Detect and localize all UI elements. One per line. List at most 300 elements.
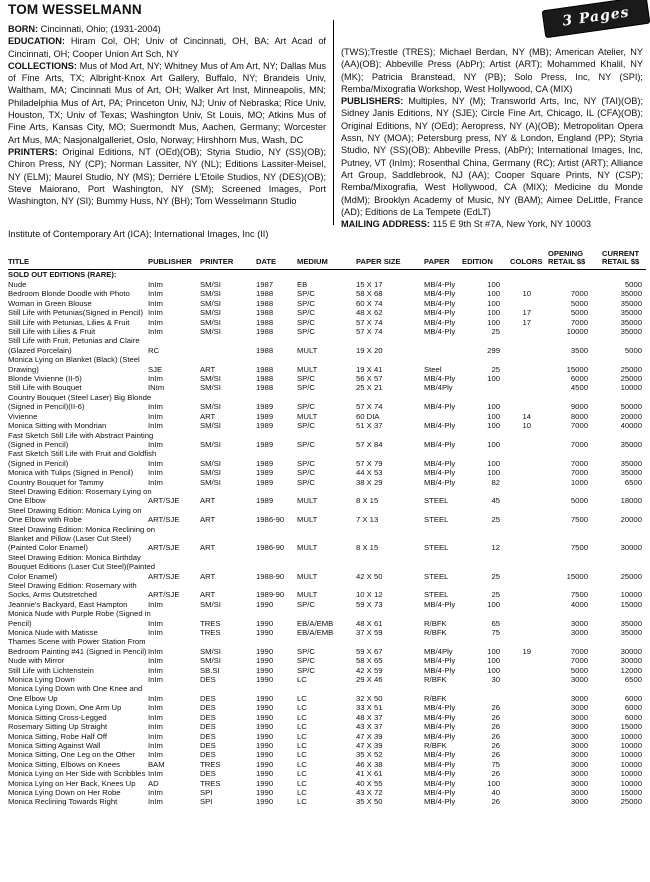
medium-cell: SP/C (297, 298, 315, 308)
medium-cell: LC (297, 703, 307, 713)
current-retail-cell: 10000 (620, 740, 642, 750)
bio-text: 115 E 9th St #7A, New York, NY 10003 (429, 219, 592, 230)
date-cell: 1986-90 (256, 515, 285, 525)
table-row (8, 525, 648, 553)
colors-cell: 17 (522, 317, 531, 327)
paper-cell: MB/4-Ply (424, 769, 456, 779)
printer-cell: SM/SI (200, 477, 221, 487)
title-cell: Monica Lying Down on Her Robe (8, 787, 121, 797)
date-cell: 1990 (256, 675, 274, 685)
medium-cell: MULT (297, 543, 318, 553)
date-cell: 1990 (256, 646, 274, 656)
printer-cell: SM/SI (200, 289, 221, 299)
printer-cell: ART (200, 364, 216, 374)
medium-cell: MULT (297, 590, 318, 600)
title-cell: Blonde Vivienne (II-5) (8, 374, 82, 384)
section-heading: SOLD OUT EDITIONS (RARE): (8, 270, 117, 279)
header-paper: PAPER (424, 257, 450, 267)
table-row (8, 383, 648, 392)
table-row (8, 637, 648, 656)
medium-cell: LC (297, 675, 307, 685)
edition-cell: 26 (491, 797, 500, 807)
date-cell: 1988 (256, 345, 274, 355)
paper-size-cell: 57 X 74 (356, 327, 383, 337)
title-cell: Monica Reclining Towards Right (8, 797, 118, 807)
bio-label: COLLECTIONS: (8, 60, 77, 71)
paper-cell: MB/4-Ply (424, 327, 456, 337)
opening-retail-cell: 8000 (570, 411, 588, 421)
title-cell: Steel Drawing Edition: Monica Lying on One Elbow with Robe (8, 505, 142, 525)
edition-cell: 65 (491, 618, 500, 628)
bio-text: Cincinnati, Ohio; (1931-2004) (38, 24, 161, 34)
printer-cell: ART (200, 571, 216, 581)
opening-retail-cell: 10000 (566, 327, 588, 337)
table-row (8, 478, 648, 487)
bio-label: PRINTERS: (8, 146, 58, 157)
edition-cell: 100 (487, 280, 500, 289)
date-cell: 1990 (256, 759, 274, 769)
paper-size-cell: 41 X 61 (356, 769, 383, 779)
publisher-cell: InIm (148, 477, 163, 487)
medium-cell: SP/C (297, 468, 315, 478)
printer-cell: TRES (200, 618, 221, 628)
printer-cell: DES (200, 750, 216, 760)
date-cell: 1988 (256, 317, 274, 327)
edition-cell: 100 (487, 665, 500, 675)
printer-cell: DES (200, 712, 216, 722)
title-cell: Vivienne (8, 411, 38, 421)
paper-cell: R/BFK (424, 740, 447, 750)
paper-size-cell: 58 X 68 (356, 289, 383, 299)
opening-retail-cell: 7000 (570, 317, 588, 327)
current-retail-cell: 25000 (620, 374, 642, 384)
current-retail-cell: 30000 (620, 656, 642, 666)
edition-cell: 100 (487, 308, 500, 318)
bio-right-column (341, 46, 643, 230)
title-cell: Nude with Mirror (8, 656, 65, 666)
medium-cell: LC (297, 731, 307, 741)
table-row (8, 609, 648, 628)
paper-cell: R/BFK (424, 675, 447, 685)
table-row (8, 355, 648, 374)
table-row (8, 656, 648, 665)
publisher-cell: RC (148, 345, 160, 355)
header-paper-size: PAPER SIZE (356, 257, 401, 267)
paper-size-cell: 43 X 72 (356, 787, 383, 797)
table-row (8, 732, 648, 741)
current-retail-cell: 10000 (620, 731, 642, 741)
edition-cell: 12 (491, 543, 500, 553)
table-row (8, 750, 648, 759)
printer-cell: SM/SI (200, 421, 221, 431)
bio-text: (TWS);Trestle (TRES); Michael Berdan, NY (MB); American Atelier, NY (AA)(OB); Abbeville Press (AbPr); Artist (ART); Mohammed Khalil, NY (MK); Patricia Branstead, NY (PB); Solo Press, Inc, NY (SPI); Remba/Mixografia Workshop, West Hollywood, CA (MIX) (341, 47, 643, 94)
current-retail-cell: 25000 (620, 797, 642, 807)
current-retail-cell: 10000 (620, 750, 642, 760)
medium-cell: SP/C (297, 656, 315, 666)
editions-table (8, 280, 648, 807)
publisher-cell: InIm (148, 439, 163, 449)
medium-cell: SP/C (297, 308, 315, 318)
paper-size-cell: 43 X 37 (356, 722, 383, 732)
publisher-cell: InIm (148, 280, 163, 289)
opening-retail-cell: 3000 (570, 797, 588, 807)
edition-cell: 26 (491, 769, 500, 779)
paper-size-cell: 56 X 57 (356, 374, 383, 384)
title-cell: Monica with Tulips (Signed in Pencil) (8, 468, 134, 478)
paper-cell: MB/4-Ply (424, 665, 456, 675)
current-retail-cell: 6500 (624, 675, 642, 685)
publisher-cell: AD (148, 778, 159, 788)
medium-cell: MULT (297, 571, 318, 581)
current-retail-cell: 6500 (624, 477, 642, 487)
paper-size-cell: 60 DIA (356, 411, 380, 421)
opening-retail-cell: 3000 (570, 675, 588, 685)
edition-cell: 100 (487, 458, 500, 468)
date-cell: 1989 (256, 439, 274, 449)
paper-size-cell: 58 X 65 (356, 656, 383, 666)
edition-cell: 100 (487, 599, 500, 609)
opening-retail-cell: 5000 (570, 496, 588, 506)
title-cell: Country Bouquet (Steel Laser) Big Blonde (Signed in Pencil)(II-6) (8, 392, 152, 412)
edition-cell: 100 (487, 646, 500, 656)
opening-retail-cell: 7000 (570, 421, 588, 431)
medium-cell: MULT (297, 364, 318, 374)
date-cell: 1989 (256, 402, 274, 412)
table-row (8, 600, 648, 609)
publisher-cell: ART/SJE (148, 571, 180, 581)
edition-cell: 100 (487, 439, 500, 449)
medium-cell: SP/C (297, 477, 315, 487)
current-retail-cell: 35000 (620, 317, 642, 327)
printer-cell: SM/SI (200, 646, 221, 656)
bio-text: Hiram Col, OH; Univ of Cincinnati, OH, BA; Art Acad of Cincinnati, OH; Cooper Union Art Sch, NY (8, 36, 326, 59)
printer-cell: SM/SI (200, 317, 221, 327)
edition-cell: 100 (487, 374, 500, 384)
date-cell: 1990 (256, 778, 274, 788)
table-row (8, 788, 648, 797)
table-row (8, 421, 648, 430)
paper-cell: MB/4-Ply (424, 468, 456, 478)
paper-size-cell: 60 X 74 (356, 298, 383, 308)
edition-cell: 40 (491, 787, 500, 797)
date-cell: 1990 (256, 599, 274, 609)
medium-cell: EB/A/EMB (297, 628, 334, 638)
medium-cell: LC (297, 769, 307, 779)
medium-cell: SP/C (297, 383, 315, 393)
current-retail-cell: 25000 (620, 571, 642, 581)
paper-size-cell: 48 X 37 (356, 712, 383, 722)
header-title: TITLE (8, 257, 30, 267)
current-retail-cell: 40000 (620, 421, 642, 431)
paper-size-cell: 57 X 79 (356, 458, 383, 468)
bio-label: EDUCATION: (8, 36, 65, 47)
printer-cell: DES (200, 769, 216, 779)
paper-size-cell: 48 X 61 (356, 618, 383, 628)
edition-cell: 75 (491, 759, 500, 769)
paper-size-cell: 47 X 39 (356, 731, 383, 741)
title-cell: Fast Sketch Still Life with Abstract Painting (Signed in Pencil) (8, 430, 154, 449)
medium-cell: SP/C (297, 599, 315, 609)
current-retail-cell: 10000 (620, 778, 642, 788)
date-cell: 1989 (256, 468, 274, 478)
edition-cell: 25 (491, 590, 500, 600)
edition-cell: 100 (487, 402, 500, 412)
paper-size-cell: 15 X 17 (356, 280, 383, 289)
paper-cell: MB/4-Ply (424, 703, 456, 713)
opening-retail-cell: 3000 (570, 693, 588, 703)
date-cell: 1990 (256, 722, 274, 732)
opening-retail-cell: 3000 (570, 750, 588, 760)
medium-cell: MULT (297, 411, 318, 421)
title-cell: Nude (8, 280, 27, 289)
title-cell: Rosemary Sitting Up Straight (8, 722, 108, 732)
title-cell: Monica Sitting, Robe Half Off (8, 731, 107, 741)
printer-cell: DES (200, 740, 216, 750)
publisher-cell: InIm (148, 458, 163, 468)
opening-retail-cell: 5000 (570, 665, 588, 675)
table-row (8, 779, 648, 788)
title-cell: Monica Lying Down, One Arm Up (8, 703, 122, 713)
current-retail-cell: 15000 (620, 599, 642, 609)
paper-size-cell: 19 X 41 (356, 364, 383, 374)
medium-cell: LC (297, 740, 307, 750)
header-printer: PRINTER (200, 257, 234, 267)
publisher-cell: InIm (148, 327, 163, 337)
printer-cell: SM/SI (200, 374, 221, 384)
date-cell: 1988 (256, 327, 274, 337)
table-row (8, 741, 648, 750)
current-retail-cell: 15000 (620, 722, 642, 732)
printer-cell: DES (200, 731, 216, 741)
title-cell: Monica Nude with Purple Robe (Signed in Pencil) (8, 609, 151, 628)
date-cell: 1990 (256, 740, 274, 750)
bio-paragraph (8, 35, 326, 60)
publisher-cell: InIm (148, 797, 163, 807)
date-cell: 1988 (256, 364, 274, 374)
publisher-cell: SJE (148, 364, 163, 374)
title-cell: Monica Sitting, One Leg on the Other (8, 750, 135, 760)
publisher-cell: ART/SJE (148, 543, 180, 553)
table-row (8, 760, 648, 769)
bio-label: MAILING ADDRESS: (341, 219, 430, 230)
paper-cell: MB/4-Ply (424, 289, 456, 299)
printer-cell: SM/SI (200, 458, 221, 468)
table-row (8, 393, 648, 412)
opening-retail-cell: 7500 (570, 543, 588, 553)
printer-cell: SPI (200, 797, 213, 807)
current-retail-cell: 18000 (620, 496, 642, 506)
title-cell: Monica Lying Down with One Knee and One Elbow Up (8, 684, 143, 703)
opening-retail-cell: 15000 (566, 571, 588, 581)
opening-retail-cell: 3000 (570, 769, 588, 779)
paper-cell: MB/4-Ply (424, 599, 456, 609)
date-cell: 1989 (256, 496, 274, 506)
title-cell: Still Life with Petunias, Lilies & Fruit (8, 317, 130, 327)
edition-cell: 26 (491, 703, 500, 713)
publisher-cell: InIm (148, 317, 163, 327)
edition-cell: 75 (491, 628, 500, 638)
table-row (8, 412, 648, 421)
medium-cell: LC (297, 722, 307, 732)
title-cell: Monica Lying on Her Back, Knees Up (8, 778, 136, 788)
title-cell: Monica Sitting Against Wall (8, 740, 101, 750)
title-cell: Monica Lying on Blanket (Black) (Steel Drawing) (8, 355, 140, 374)
paper-size-cell: 47 X 39 (356, 740, 383, 750)
edition-cell: 26 (491, 731, 500, 741)
table-header (8, 246, 646, 270)
opening-retail-cell: 7000 (570, 646, 588, 656)
publisher-cell: InIm (148, 712, 163, 722)
paper-size-cell: 57 X 84 (356, 439, 383, 449)
header-colors: COLORS (510, 257, 543, 267)
table-row (8, 487, 648, 506)
medium-cell: MULT (297, 345, 318, 355)
edition-cell: 26 (491, 750, 500, 760)
table-row (8, 581, 648, 600)
current-retail-cell: 35000 (620, 458, 642, 468)
paper-cell: R/BFK (424, 693, 447, 703)
opening-retail-cell: 6000 (570, 374, 588, 384)
table-row (8, 553, 648, 581)
publisher-cell: InIm (148, 411, 163, 421)
bio-paragraph (8, 146, 326, 207)
printer-cell: SB.SI (200, 665, 220, 675)
edition-cell: 100 (487, 411, 500, 421)
title-cell: Thames Scene with Power Station From Bedroom Painting #41 (Signed in Pencil) (8, 637, 147, 656)
date-cell: 1987 (256, 280, 274, 289)
date-cell: 1988 (256, 383, 274, 393)
edition-cell: 25 (491, 364, 500, 374)
current-retail-cell: 6000 (624, 712, 642, 722)
current-retail-cell: 5000 (624, 345, 642, 355)
paper-cell: MB/4-Ply (424, 712, 456, 722)
paper-size-cell: 19 X 20 (356, 345, 383, 355)
opening-retail-cell: 3000 (570, 722, 588, 732)
table-row (8, 431, 648, 450)
date-cell: 1990 (256, 769, 274, 779)
opening-retail-cell: 3000 (570, 787, 588, 797)
publisher-cell: InIm (148, 468, 163, 478)
current-retail-cell: 35000 (620, 289, 642, 299)
paper-size-cell: 7 X 13 (356, 515, 379, 525)
current-retail-cell: 35000 (620, 298, 642, 308)
opening-retail-cell: 4000 (570, 599, 588, 609)
header-publisher: PUBLISHER (148, 257, 192, 267)
paper-cell: MB/4-Ply (424, 374, 456, 384)
paper-cell: MB/4Ply (424, 646, 453, 656)
printer-cell: SM/SI (200, 656, 221, 666)
publisher-cell: InIm (148, 374, 163, 384)
title-cell: Jeannie's Backyard, East Hampton (8, 599, 128, 609)
medium-cell: SP/C (297, 665, 315, 675)
medium-cell: SP/C (297, 317, 315, 327)
paper-size-cell: 59 X 67 (356, 646, 383, 656)
printer-cell: SM/SI (200, 383, 221, 393)
table-row (8, 318, 648, 327)
title-cell: Woman in Green Blouse (8, 298, 92, 308)
printer-cell: SM/SI (200, 327, 221, 337)
paper-cell: MB/4-Ply (424, 280, 456, 289)
publisher-cell: InIm (148, 740, 163, 750)
publisher-cell: InIm (148, 787, 163, 797)
current-retail-cell: 6000 (624, 703, 642, 713)
paper-cell: MB/4-Ply (424, 778, 456, 788)
publisher-cell: InIm (148, 703, 163, 713)
date-cell: 1990 (256, 665, 274, 675)
edition-cell: 100 (487, 421, 500, 431)
table-row (8, 666, 648, 675)
title-cell: Monica Lying Down (8, 675, 75, 685)
current-retail-cell: 35000 (620, 468, 642, 478)
bio-paragraph (8, 23, 326, 35)
bio-paragraph (341, 46, 643, 95)
medium-cell: LC (297, 797, 307, 807)
medium-cell: SP/C (297, 374, 315, 384)
paper-size-cell: 29 X 46 (356, 675, 383, 685)
table-row (8, 675, 648, 684)
bio-text: Mus of Mod Art, NY; Whitney Mus of Am Art, NY; Dallas Mus of Fine Arts, TX; Albright-Knox Art Gallery, Buffalo, NY; Brandeis Univ, Waltham, MA; Cincinnati Mus of Art, OH; Walker Art Inst, Minneapolis, MN; Philadelphia Mus of Art, PA; Princeton Univ, NJ; Univ of Nebraska; Rice Univ, Houston, TX; Univ of Texas; Washington Univ, St Louis, MO; Atkins Mus of Fine Arts, Kansas City, MO; Suermondt Mus, Aachen, Germany; Worcester Art Mus, MA; Nasjonalgalleriet, Oslo, Norway; Hirshhorn Mus, Wash, DC (8, 60, 326, 145)
paper-size-cell: 38 X 29 (356, 477, 383, 487)
medium-cell: LC (297, 759, 307, 769)
current-retail-cell: 35000 (620, 618, 642, 628)
edition-cell: 30 (491, 675, 500, 685)
publisher-cell: InIm (148, 722, 163, 732)
publisher-cell: InIm (148, 628, 163, 638)
table-row (8, 797, 648, 806)
paper-size-cell: 10 X 12 (356, 590, 383, 600)
paper-cell: MB/4-Ply (424, 317, 456, 327)
paper-size-cell: 57 X 74 (356, 402, 383, 412)
printer-cell: SM/SI (200, 599, 221, 609)
edition-cell: 100 (487, 468, 500, 478)
opening-retail-cell: 3000 (570, 759, 588, 769)
printer-cell: DES (200, 693, 216, 703)
printer-cell: TRES (200, 628, 221, 638)
date-cell: 1989 (256, 411, 274, 421)
table-row (8, 468, 648, 477)
paper-cell: STEEL (424, 543, 449, 553)
opening-retail-cell: 7000 (570, 656, 588, 666)
paper-cell: STEEL (424, 496, 449, 506)
publisher-cell: ART/SJE (148, 515, 180, 525)
title-cell: Country Bouquet for Tammy (8, 477, 104, 487)
publisher-cell: InIm (148, 308, 163, 318)
paper-cell: STEEL (424, 571, 449, 581)
paper-cell: MB/4-Ply (424, 458, 456, 468)
publisher-cell: InIm (148, 618, 163, 628)
opening-retail-cell: 3500 (570, 345, 588, 355)
paper-size-cell: 25 X 21 (356, 383, 383, 393)
paper-cell: MB/4-Ply (424, 477, 456, 487)
current-retail-cell: 20000 (620, 515, 642, 525)
printer-cell: ART (200, 411, 216, 421)
artist-name: TOM WESSELMANN (8, 2, 142, 17)
medium-cell: LC (297, 750, 307, 760)
edition-cell: 26 (491, 722, 500, 732)
paper-size-cell: 44 X 53 (356, 468, 383, 478)
medium-cell: SP/C (297, 402, 315, 412)
colors-cell: 17 (522, 308, 531, 318)
paper-cell: STEEL (424, 515, 449, 525)
table-row (8, 769, 648, 778)
date-cell: 1988 (256, 289, 274, 299)
edition-cell: 25 (491, 327, 500, 337)
date-cell: 1990 (256, 628, 274, 638)
date-cell: 1990 (256, 693, 274, 703)
paper-size-cell: 48 X 62 (356, 308, 383, 318)
opening-retail-cell: 9000 (570, 402, 588, 412)
paper-size-cell: 8 X 15 (356, 496, 379, 506)
